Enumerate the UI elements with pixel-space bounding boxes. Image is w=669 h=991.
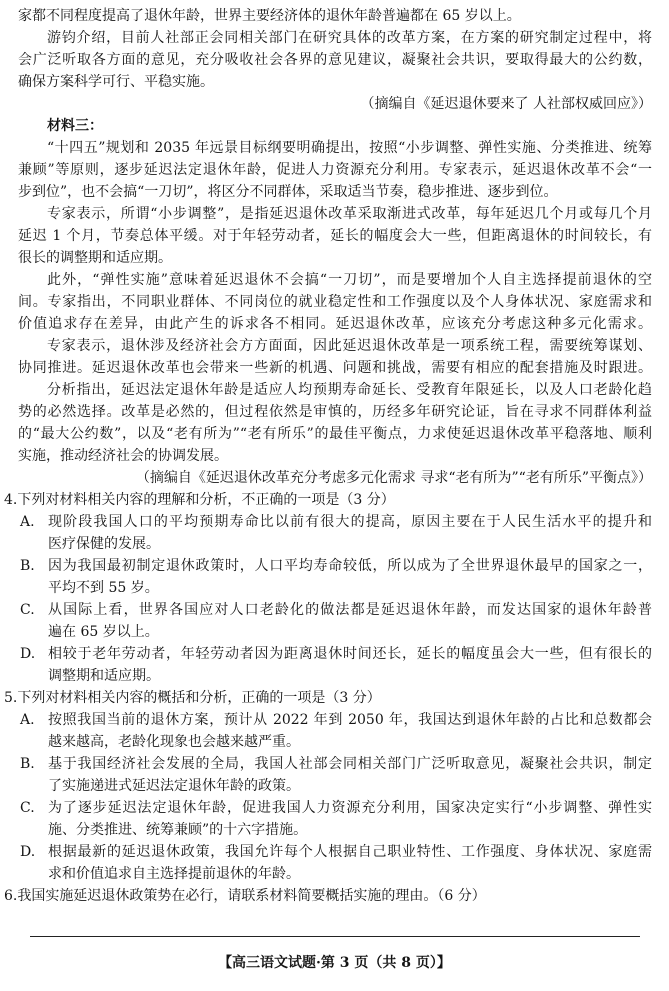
paragraph-line: 专家表示，退休涉及经济社会方方面面，因此延迟退休改革是一项系统工程，需要统筹谋划、 xyxy=(47,338,652,354)
option-c xyxy=(0,599,652,621)
paragraph-line: 兼顾”等原则，逐步延迟法定退休年龄，促进人力资源充分利用。专家表示，延迟退休改革不会“一 xyxy=(18,162,652,178)
option-text-line: 遍在 65 岁以上。 xyxy=(48,624,159,640)
paragraph-line: 专家表示，所谓“小步调整”，是指延迟退休改革采取渐进式改革，每年延迟几个月或每几个月 xyxy=(47,206,652,222)
exam-page xyxy=(0,5,669,907)
page-footer: 【高三语文试题·第 3 页（共 8 页）】 xyxy=(218,955,451,971)
option-text-line: 从国际上看，世界各国应对人口老龄化的做法都是延迟退休年龄，而发达国家的退休年龄普 xyxy=(48,602,652,618)
option-label: A. xyxy=(20,514,35,530)
option-label: B. xyxy=(20,558,35,574)
paragraph-line: “十四五”规划和 2035 年远景目标纲要明确提出，按照“小步调整、弹性实施、分类推进、统筹 xyxy=(47,140,652,156)
paragraph-line: 势的必然选择。改革是必然的，但过程依然是审慎的，历经多年研究论证，旨在寻求不同群体利益 xyxy=(18,404,652,420)
paragraph-line: 确保方案科学可行、平稳实施。 xyxy=(18,74,214,90)
question-stem-line xyxy=(4,885,652,907)
paragraph-line: 很长的调整期和适应期。 xyxy=(18,250,172,266)
paragraph-line: 协同推进。延迟退休改革也会带来一些新的机遇、问题和挑战，需要有相应的配套措施及时跟进。 xyxy=(18,360,652,376)
option-c xyxy=(0,797,652,819)
paragraph-line: 分析指出，延迟法定退休年龄是适应人均预期寿命延长、受教育年限延长，以及人口老龄化趋 xyxy=(47,382,652,398)
question-stem: 我国实施延迟退休政策势在必行，请联系材料简要概括实施的理由。（6 分） xyxy=(17,888,486,904)
option-text-line: 按照我国当前的退休方案，预计从 2022 年到 2050 年，我国达到退休年龄的占比和总数都会 xyxy=(48,712,652,728)
question-stem: 下列对材料相关内容的理解和分析，不正确的一项是（3 分） xyxy=(17,492,395,508)
option-d xyxy=(0,841,652,863)
paragraph-line: 的“最大公约数”，以及“老有所为”“老有所乐”的最佳平衡点，力求使延迟退休改革平稳落地、顺利 xyxy=(18,426,652,442)
paragraph-line: 间。专家指出，不同职业群体、不同岗位的就业稳定性和工作强度以及个人身体状况、家庭需求和 xyxy=(18,294,652,310)
paragraph-line: 会广泛听取各方面的意见，充分吸收社会各界的意见建议，凝聚社会共识，要取得最大的公约数， xyxy=(18,52,652,68)
continued-material xyxy=(0,5,669,115)
option-a xyxy=(0,709,652,731)
option-label: A. xyxy=(20,712,35,728)
material-heading: 材料三： xyxy=(47,118,103,134)
option-text-line: 因为我国最初制定退休政策时，人口平均寿命较低，所以成为了全世界退休最早的国家之一， xyxy=(48,558,652,574)
option-label: C. xyxy=(20,800,35,816)
option-label: C. xyxy=(20,602,35,618)
option-label: B. xyxy=(20,756,35,772)
option-d xyxy=(0,643,652,665)
option-text-line: 医疗保健的发展。 xyxy=(48,536,160,552)
option-b xyxy=(0,753,652,775)
option-text-line: 平均不到 55 岁。 xyxy=(48,580,159,596)
option-b xyxy=(0,555,652,577)
option-text-line: 相较于老年劳动者，年轻劳动者因为距离退休时间还长，延长的幅度虽会大一些，但有很长的 xyxy=(48,646,652,662)
paragraph-line: 价值追求存在差异，由此产生的诉求各不相同。延迟退休改革，应该充分考虑这种多元化需求。 xyxy=(18,316,652,332)
option-text-line: 施、分类推进、统筹兼顾”的十六字措施。 xyxy=(48,822,308,838)
option-text-line: 根据最新的延迟退休政策，我国允许每个人根据自己职业特性、工作强度、身体状况、家庭需 xyxy=(48,844,652,860)
paragraph-line: 此外，“弹性实施”意味着延迟退休不会搞“一刀切”，而是要增加个人自主选择提前退休的空 xyxy=(47,272,652,288)
option-label: D. xyxy=(20,844,36,860)
option-a xyxy=(0,511,652,533)
paragraph-line: 游钧介绍，目前人社部正会同相关部门在研究具体的改革方案，在方案的研究制定过程中，将 xyxy=(47,30,652,46)
option-text-line: 现阶段我国人口的平均预期寿命比以前有很大的提高，原因主要在于人民生活水平的提升和 xyxy=(48,514,652,530)
question-stem-line xyxy=(4,687,652,709)
option-text-line: 了实施递进式延迟法定退休年龄的政策。 xyxy=(48,778,300,794)
paragraph-line: 家都不同程度提高了退休年龄，世界主要经济体的退休年龄普遍都在 65 岁以上。 xyxy=(18,8,521,24)
paragraph-line: 延迟 1 个月，节奏总体平缓。对于年轻劳动者，延长的幅度会大一些，但距离退休的时间较长，有 xyxy=(18,228,652,244)
source-citation: （摘编自《延迟退休要来了 人社部权威回应》） xyxy=(360,96,652,112)
option-text-line: 越来越高，老龄化现象也会越来越严重。 xyxy=(48,734,300,750)
question-number: 4. xyxy=(4,492,18,508)
question-stem-line xyxy=(4,489,652,511)
question-6 xyxy=(0,885,669,907)
option-label: D. xyxy=(20,646,36,662)
question-stem: 下列对材料相关内容的概括和分析，正确的一项是（3 分） xyxy=(17,690,381,706)
option-text-line: 为了逐步延迟法定退休年龄，促进我国人力资源充分利用，国家决定实行“小步调整、弹性实 xyxy=(48,800,652,816)
material-3 xyxy=(0,115,669,489)
question-5 xyxy=(0,687,669,885)
question-number: 5. xyxy=(4,690,18,706)
footer-divider xyxy=(30,936,640,937)
option-text-line: 求和价值追求自主选择提前退休的年龄。 xyxy=(48,866,300,882)
question-4 xyxy=(0,489,669,687)
source-citation: （摘编自《延迟退休改革充分考虑多元化需求 寻求“老有所为”“老有所乐”平衡点》） xyxy=(135,470,652,486)
question-number: 6. xyxy=(4,888,18,904)
option-text-line: 基于我国经济社会发展的全局，我国人社部会同相关部门广泛听取意见，凝聚社会共识，制定 xyxy=(48,756,652,772)
option-text-line: 调整期和适应期。 xyxy=(48,668,160,684)
paragraph-line: 实施，推动经济社会的协调发展。 xyxy=(18,448,228,464)
paragraph-line: 步到位”，也不会搞“一刀切”，将区分不同群体，采取适当节奏，稳步推进、逐步到位。 xyxy=(18,184,558,200)
